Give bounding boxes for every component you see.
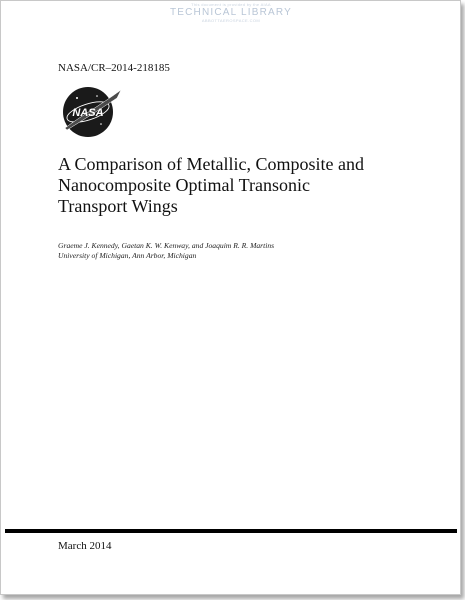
- author-names: Graeme J. Kennedy, Gaetan K. W. Kenway, and Joaquim R. R. Martins: [58, 241, 275, 250]
- watermark-main-text: TECHNICAL LIBRARY: [169, 7, 293, 18]
- watermark-sub-text: ABBOTTAEROSPACE.COM: [201, 18, 261, 23]
- title-line: A Comparison of Metallic, Composite and: [58, 154, 364, 174]
- title-line: Nanocomposite Optimal Transonic: [58, 175, 310, 195]
- footer-divider: [5, 529, 457, 533]
- report-number: NASA/CR–2014-218185: [58, 62, 170, 74]
- author-affiliation: University of Michigan, Ann Arbor, Michigan: [58, 251, 197, 260]
- nasa-logo-icon: [59, 84, 123, 140]
- logo-star: [96, 95, 98, 97]
- watermark-top-text: This document is provided by the AIAA: [191, 2, 271, 7]
- author-block: [58, 241, 438, 261]
- logo-text: NASA: [72, 107, 104, 119]
- logo-star: [100, 123, 102, 125]
- publication-date: March 2014: [58, 540, 112, 552]
- title-line: Transport Wings: [58, 196, 178, 216]
- technical-library-watermark: [151, 3, 311, 23]
- logo-star: [76, 97, 78, 99]
- document-title: [58, 154, 418, 217]
